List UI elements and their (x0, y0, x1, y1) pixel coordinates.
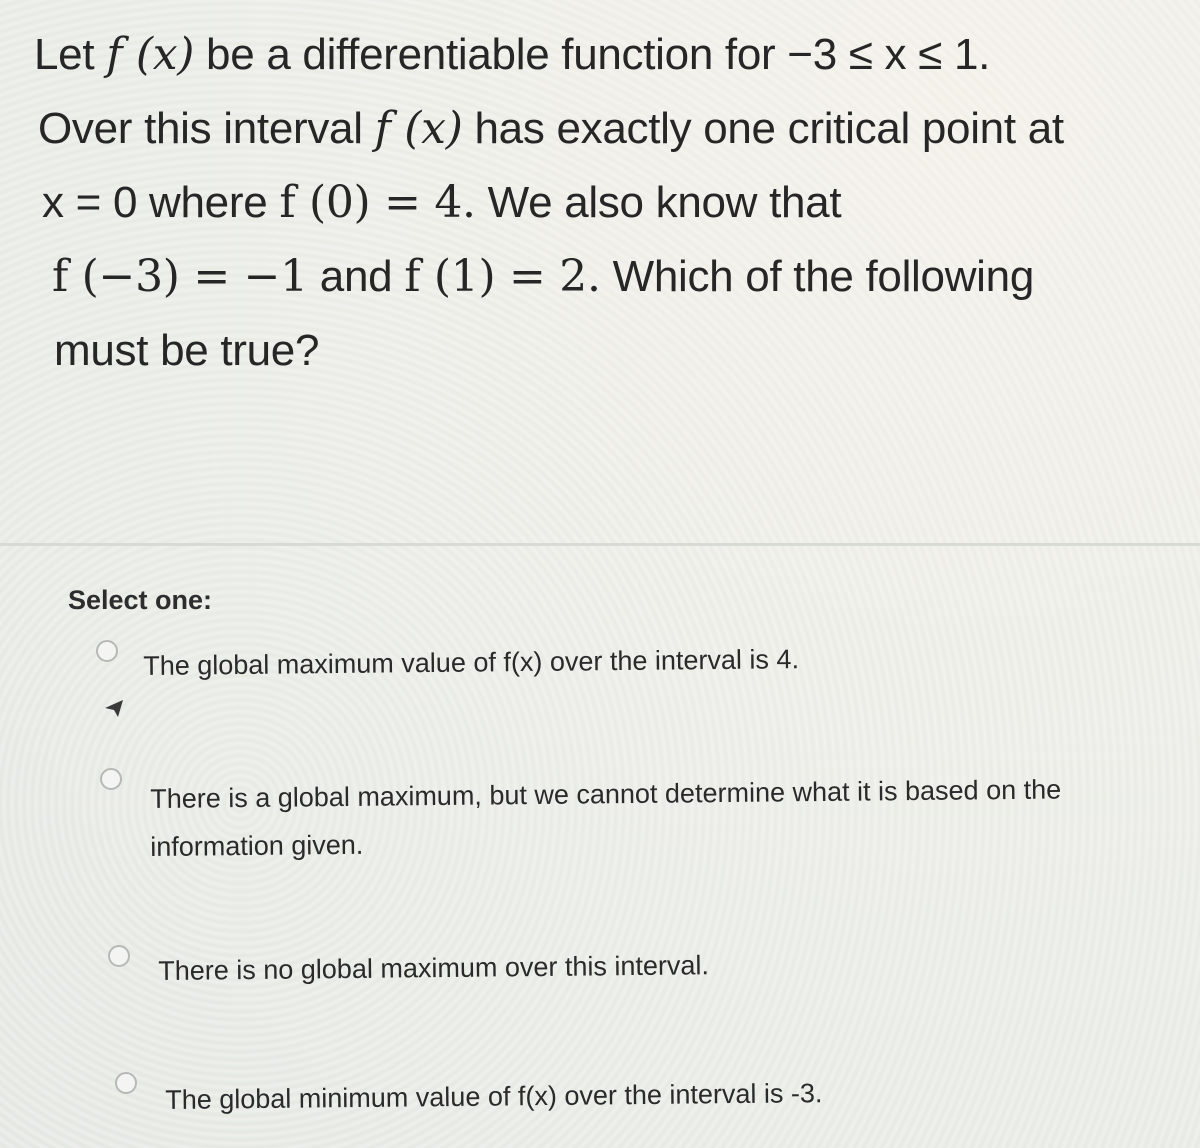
question-line-4 (34, 240, 1184, 314)
answer-option-label: There is a global maximum, but we cannot determine what it is based on the (150, 774, 1062, 814)
radio-button[interactable] (115, 1072, 137, 1094)
question-line-5: must be true? (54, 326, 320, 375)
question-line-1 (34, 18, 1184, 92)
question-text-segment: We also know that (475, 178, 842, 227)
answer-option-label: There is no global maximum over this interval. (158, 950, 710, 986)
answer-option-label: The global maximum value of f(x) over the interval is 4. (143, 644, 800, 681)
math-expression: f (x) (106, 29, 195, 80)
answer-option-label-continued: information given. (150, 829, 364, 862)
answer-option-label: The global minimum value of f(x) over the interval is -3. (165, 1078, 823, 1115)
math-expression: f (0) = 4. (279, 177, 476, 228)
math-expression: f (−3) = −1 (52, 251, 308, 302)
mouse-cursor-icon (103, 697, 125, 719)
math-expression: f (x) (374, 103, 463, 154)
select-one-label: Select one: (68, 585, 213, 615)
question-line-3 (34, 166, 1184, 240)
question-text-segment: x = 0 where (42, 178, 280, 227)
radio-button[interactable] (100, 768, 122, 790)
radio-button[interactable] (96, 640, 118, 662)
question-text-segment: be a differentiable function for −3 ≤ x ≤ 1. (194, 30, 991, 79)
question-text-segment: Over this interval (38, 104, 375, 153)
question-text-segment: and (307, 252, 405, 301)
question-text-segment: Which of the following (600, 252, 1034, 301)
question-line-2 (34, 92, 1184, 166)
math-expression: f (1) = 2. (404, 251, 601, 302)
question-text (34, 18, 1184, 388)
question-text-segment: has exactly one critical point at (462, 104, 1064, 153)
question-text-segment: Let (34, 30, 107, 79)
radio-button[interactable] (108, 945, 130, 967)
section-divider (0, 543, 1200, 546)
